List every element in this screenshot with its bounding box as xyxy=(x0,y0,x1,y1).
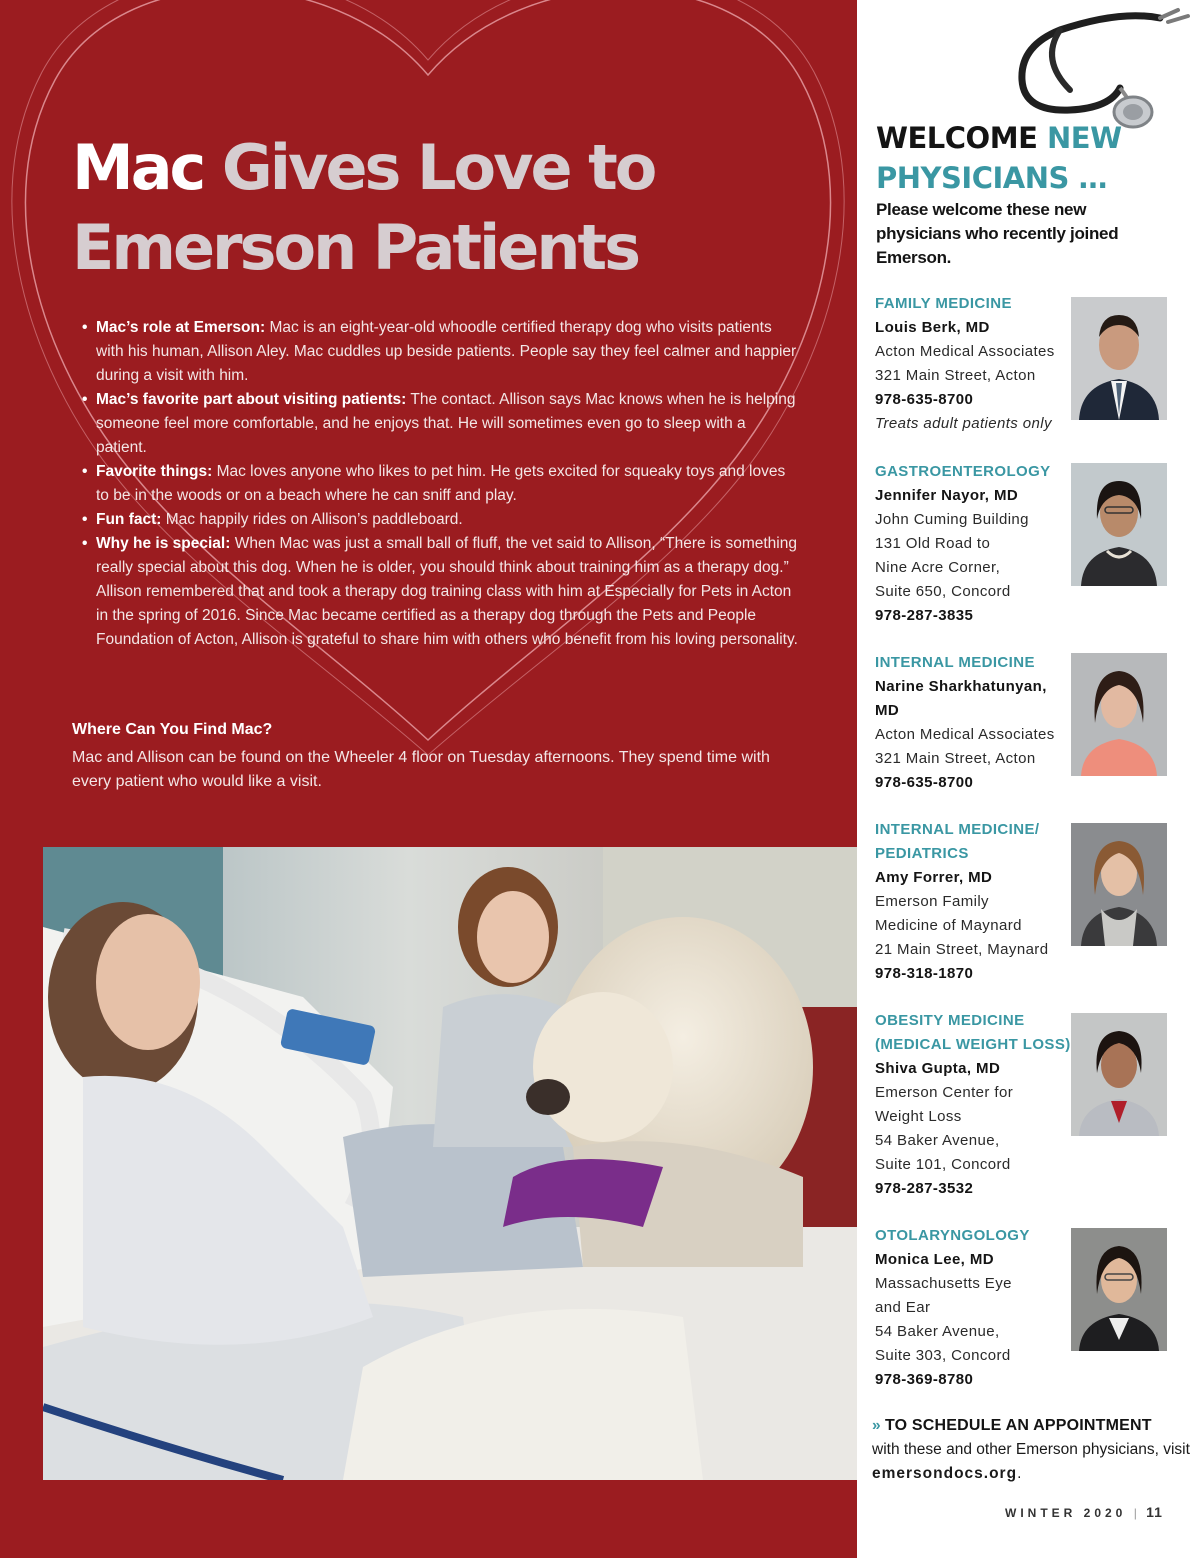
physician-entry xyxy=(875,292,1075,436)
specialty-label: INTERNAL MEDICINE/ PEDIATRICS xyxy=(875,821,1040,862)
physician-name: Monica Lee, MD xyxy=(875,1251,994,1268)
bullet-text: Mac happily rides on Allison’s paddleboard. xyxy=(165,511,463,528)
physician-entry xyxy=(875,818,1075,986)
page-number: 11 xyxy=(1146,1504,1163,1520)
physician-portrait xyxy=(1071,1228,1167,1351)
schedule-heading: TO SCHEDULE AN APPOINTMENT xyxy=(884,1417,1152,1434)
physician-name: Amy Forrer, MD xyxy=(875,869,993,886)
address-line: Suite 303, Concord xyxy=(875,1347,1011,1364)
therapy-dog-photo xyxy=(43,847,857,1480)
issue-label: WINTER 2020 xyxy=(1005,1506,1127,1520)
welcome-heading xyxy=(876,118,1196,198)
address-line: John Cuming Building xyxy=(875,511,1029,528)
schedule-period: . xyxy=(1017,1465,1022,1482)
physicians-word: PHYSICIANS … xyxy=(876,161,1107,195)
list-item xyxy=(80,532,800,652)
bullet-text: Mac is an eight-year-old whoodle certified therapy dog who visits patients with his human, Allison Aley. Mac cuddles up beside patients. People say they feel calmer and happier during a visit with him. xyxy=(96,319,797,384)
title-highlight: Mac xyxy=(72,131,204,204)
bullet-label: Fun fact: xyxy=(96,511,162,528)
phone-number: 978-287-3532 xyxy=(875,1180,974,1197)
bullet-label: Mac’s role at Emerson: xyxy=(96,319,266,336)
specialty-label: OBESITY MEDICINE (MEDICAL WEIGHT LOSS) xyxy=(875,1012,1071,1053)
address-line: 131 Old Road to xyxy=(875,535,991,552)
list-item xyxy=(80,508,800,532)
list-item xyxy=(80,460,800,508)
address-line: 321 Main Street, Acton xyxy=(875,750,1036,767)
physician-portrait xyxy=(1071,823,1167,946)
bullet-text: When Mac was just a small ball of fluff, the vet said to Allison, “There is something really special about this dog. When he is older, you should think about training him as a therapy dog.” Allison remembered that and took a therapy dog training class with him at Especially for Pets in Acton in the spring of 2016. Since Mac became certified as a therapy dog through the Pets and People Foundation of Acton, Allison is grateful to share him with others who benefit from his loving personality. xyxy=(96,535,798,648)
address-line: Emerson Center for xyxy=(875,1084,1014,1101)
article-title xyxy=(72,128,772,288)
address-line: Emerson Family xyxy=(875,893,989,910)
physician-entry xyxy=(875,651,1075,795)
address-line: Suite 101, Concord xyxy=(875,1156,1011,1173)
address-line: Suite 650, Concord xyxy=(875,583,1011,600)
title-rest: Gives Love to Emerson Patients xyxy=(72,131,655,284)
address-line: and Ear xyxy=(875,1299,931,1316)
schedule-link[interactable]: emersondocs.org xyxy=(872,1465,1018,1482)
address-line: Weight Loss xyxy=(875,1108,962,1125)
physician-entry xyxy=(875,1009,1075,1201)
schedule-text: with these and other Emerson physicians, visit xyxy=(872,1441,1190,1458)
physician-portrait xyxy=(1071,653,1167,776)
welcome-intro: Please welcome these new physicians who recently joined Emerson. xyxy=(876,200,1119,267)
list-item xyxy=(80,316,800,388)
specialty-label: OTOLARYNGOLOGY xyxy=(875,1227,1030,1244)
phone-number: 978-369-8780 xyxy=(875,1371,974,1388)
address-line: 54 Baker Avenue, xyxy=(875,1323,1000,1340)
phone-number: 978-635-8700 xyxy=(875,391,974,408)
fact-list xyxy=(80,316,800,652)
find-mac-text: Mac and Allison can be found on the Wheeler 4 floor on Tuesday afternoons. They spend time with every patient who would like a visit. xyxy=(72,749,770,790)
double-chevron-icon: » xyxy=(872,1417,881,1434)
specialty-label: INTERNAL MEDICINE xyxy=(875,654,1035,671)
new-word: NEW xyxy=(1047,121,1122,155)
physician-portrait xyxy=(1071,297,1167,420)
specialty-label: GASTROENTEROLOGY xyxy=(875,463,1051,480)
physician-entry xyxy=(875,1224,1075,1392)
welcome-word: WELCOME xyxy=(876,121,1038,155)
physician-name: Jennifer Nayor, MD xyxy=(875,487,1019,504)
bullet-label: Why he is special: xyxy=(96,535,231,552)
address-line: 321 Main Street, Acton xyxy=(875,367,1036,384)
bullet-text: Mac loves anyone who likes to pet him. He gets excited for squeaky toys and loves to be in the woods or on a beach where he can sniff and play. xyxy=(96,463,786,504)
physician-entry xyxy=(875,460,1075,628)
phone-number: 978-635-8700 xyxy=(875,774,974,791)
find-mac-heading: Where Can You Find Mac? xyxy=(72,721,273,738)
address-line: 21 Main Street, Maynard xyxy=(875,941,1049,958)
phone-number: 978-287-3835 xyxy=(875,607,974,624)
specialty-label: FAMILY MEDICINE xyxy=(875,295,1012,312)
page-footer xyxy=(1005,1504,1163,1520)
address-line: Medicine of Maynard xyxy=(875,917,1022,934)
bullet-label: Mac’s favorite part about visiting patients: xyxy=(96,391,407,408)
address-line: 54 Baker Avenue, xyxy=(875,1132,1000,1149)
physician-name: Narine Sharkhatunyan, MD xyxy=(875,678,1047,719)
bullet-text: The contact. Allison says Mac knows when he is helping someone feel more comfortable, and he enjoys that. He will sometimes even go to sleep with a patient. xyxy=(96,391,796,456)
schedule-callout xyxy=(872,1414,1192,1486)
address-line: Massachusetts Eye xyxy=(875,1275,1012,1292)
phone-number: 978-318-1870 xyxy=(875,965,974,982)
address-line: Acton Medical Associates xyxy=(875,726,1055,743)
footer-separator: | xyxy=(1133,1506,1139,1520)
bullet-label: Favorite things: xyxy=(96,463,213,480)
list-item xyxy=(80,388,800,460)
physician-note: Treats adult patients only xyxy=(875,415,1052,432)
physician-name: Shiva Gupta, MD xyxy=(875,1060,1001,1077)
physician-portrait xyxy=(1071,463,1167,586)
physician-portrait xyxy=(1071,1013,1167,1136)
address-line: Acton Medical Associates xyxy=(875,343,1055,360)
address-line: Nine Acre Corner, xyxy=(875,559,1001,576)
physician-name: Louis Berk, MD xyxy=(875,319,990,336)
